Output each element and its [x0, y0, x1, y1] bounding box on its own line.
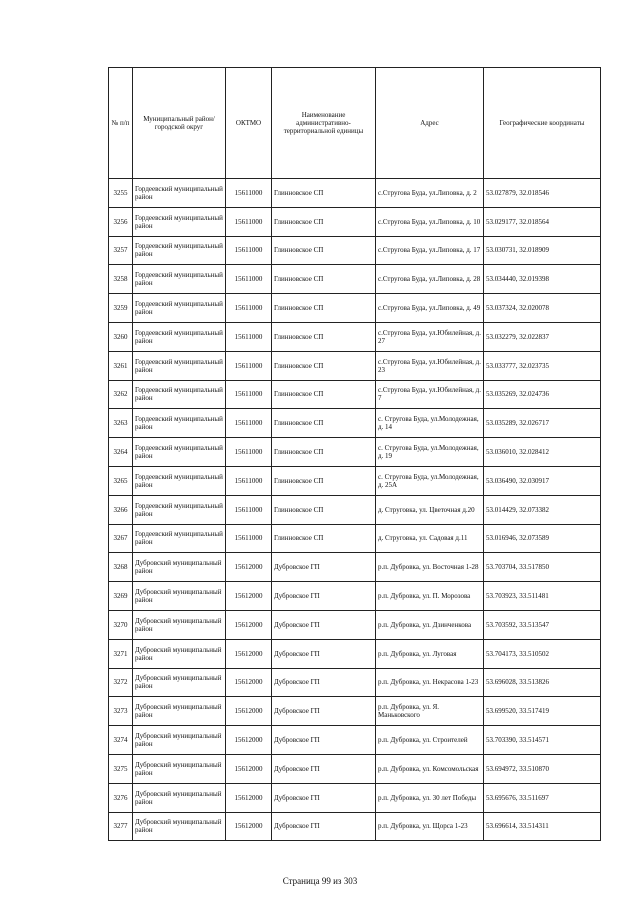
cell-oktmo: 15612000 — [226, 639, 272, 668]
cell-oktmo: 15611000 — [226, 409, 272, 438]
table-row — [109, 179, 601, 208]
cell-num: 3268 — [109, 553, 133, 582]
table-body — [109, 179, 601, 841]
cell-district: Дубровский муниципальный район — [133, 783, 226, 812]
cell-address: р.п. Дубровка, ул. Дзинченкова — [376, 610, 484, 639]
cell-num: 3272 — [109, 668, 133, 697]
cell-address: с.Стругова Буда, ул.Липовка, д. 17 — [376, 236, 484, 265]
table-row — [109, 265, 601, 294]
cell-unit: Глинновское СП — [272, 409, 376, 438]
table-row — [109, 322, 601, 351]
cell-unit: Глинновское СП — [272, 438, 376, 467]
cell-geo: 53.037324, 32.020078 — [484, 294, 601, 323]
table-row — [109, 294, 601, 323]
table-header — [109, 68, 601, 179]
table-row — [109, 610, 601, 639]
cell-district: Гордеевский муниципальный район — [133, 409, 226, 438]
cell-unit: Дубровское ГП — [272, 582, 376, 611]
table-row — [109, 754, 601, 783]
table-row — [109, 466, 601, 495]
table-row — [109, 380, 601, 409]
cell-unit: Дубровское ГП — [272, 812, 376, 841]
cell-oktmo: 15611000 — [226, 495, 272, 524]
cell-num: 3262 — [109, 380, 133, 409]
header-district: Муниципальный район/городской округ — [133, 68, 226, 179]
cell-geo: 53.029177, 32.018564 — [484, 207, 601, 236]
cell-address: с. Стругова Буда, ул.Молодежная, д. 25А — [376, 466, 484, 495]
cell-geo: 53.703390, 33.514571 — [484, 726, 601, 755]
cell-num: 3264 — [109, 438, 133, 467]
table-row — [109, 351, 601, 380]
cell-unit: Глинновское СП — [272, 265, 376, 294]
cell-unit: Дубровское ГП — [272, 668, 376, 697]
cell-unit: Глинновское СП — [272, 294, 376, 323]
cell-num: 3267 — [109, 524, 133, 553]
cell-num: 3270 — [109, 610, 133, 639]
cell-address: с.Стругова Буда, ул.Липовка, д. 10 — [376, 207, 484, 236]
cell-num: 3276 — [109, 783, 133, 812]
cell-num: 3265 — [109, 466, 133, 495]
cell-num: 3273 — [109, 697, 133, 726]
table-row — [109, 726, 601, 755]
cell-geo: 53.030731, 32.018909 — [484, 236, 601, 265]
cell-unit: Дубровское ГП — [272, 553, 376, 582]
cell-unit: Глинновское СП — [272, 179, 376, 208]
cell-address: с.Стругова Буда, ул.Юбилейная, д. 23 — [376, 351, 484, 380]
cell-geo: 53.696028, 33.513826 — [484, 668, 601, 697]
cell-num: 3260 — [109, 322, 133, 351]
table-row — [109, 639, 601, 668]
table-row — [109, 812, 601, 841]
cell-oktmo: 15611000 — [226, 236, 272, 265]
cell-num: 3256 — [109, 207, 133, 236]
cell-address: р.п. Дубровка, ул. Восточная 1-28 — [376, 553, 484, 582]
cell-unit: Глинновское СП — [272, 466, 376, 495]
cell-num: 3263 — [109, 409, 133, 438]
cell-district: Гордеевский муниципальный район — [133, 179, 226, 208]
cell-oktmo: 15612000 — [226, 754, 272, 783]
cell-district: Дубровский муниципальный район — [133, 553, 226, 582]
cell-district: Дубровский муниципальный район — [133, 610, 226, 639]
header-oktmo: ОКТМО — [226, 68, 272, 179]
cell-oktmo: 15612000 — [226, 812, 272, 841]
cell-num: 3275 — [109, 754, 133, 783]
cell-district: Дубровский муниципальный район — [133, 726, 226, 755]
cell-geo: 53.034440, 32.019398 — [484, 265, 601, 294]
table-row — [109, 207, 601, 236]
cell-unit: Глинновское СП — [272, 322, 376, 351]
cell-address: р.п. Дубровка, ул. Щорса 1-23 — [376, 812, 484, 841]
cell-unit: Глинновское СП — [272, 236, 376, 265]
cell-address: с.Стругова Буда, ул.Юбилейная, д. 27 — [376, 322, 484, 351]
cell-oktmo: 15611000 — [226, 466, 272, 495]
header-unit: Наименование административно-территориальной единицы — [272, 68, 376, 179]
cell-address: р.п. Дубровка, ул. Комсомольская — [376, 754, 484, 783]
cell-oktmo: 15612000 — [226, 610, 272, 639]
cell-geo: 53.695676, 33.511697 — [484, 783, 601, 812]
table-row — [109, 553, 601, 582]
cell-geo: 53.703923, 33.511481 — [484, 582, 601, 611]
cell-unit: Дубровское ГП — [272, 783, 376, 812]
cell-num: 3258 — [109, 265, 133, 294]
cell-oktmo: 15612000 — [226, 726, 272, 755]
cell-district: Гордеевский муниципальный район — [133, 495, 226, 524]
cell-geo: 53.036010, 32.028412 — [484, 438, 601, 467]
cell-oktmo: 15611000 — [226, 438, 272, 467]
cell-unit: Глинновское СП — [272, 495, 376, 524]
cell-num: 3274 — [109, 726, 133, 755]
table-row — [109, 438, 601, 467]
table-row — [109, 783, 601, 812]
cell-oktmo: 15611000 — [226, 524, 272, 553]
cell-unit: Дубровское ГП — [272, 726, 376, 755]
cell-unit: Глинновское СП — [272, 380, 376, 409]
cell-address: с.Стругова Буда, ул.Липовка, д. 49 — [376, 294, 484, 323]
cell-oktmo: 15611000 — [226, 380, 272, 409]
table-row — [109, 495, 601, 524]
cell-geo: 53.696614, 33.514311 — [484, 812, 601, 841]
cell-district: Гордеевский муниципальный район — [133, 322, 226, 351]
cell-district: Дубровский муниципальный район — [133, 812, 226, 841]
cell-district: Гордеевский муниципальный район — [133, 294, 226, 323]
cell-oktmo: 15611000 — [226, 351, 272, 380]
cell-num: 3257 — [109, 236, 133, 265]
cell-address: д. Струговка, ул. Садовая д.11 — [376, 524, 484, 553]
cell-oktmo: 15611000 — [226, 207, 272, 236]
cell-geo: 53.014429, 32.073382 — [484, 495, 601, 524]
cell-num: 3266 — [109, 495, 133, 524]
cell-unit: Глинновское СП — [272, 351, 376, 380]
table-row — [109, 582, 601, 611]
header-row — [109, 68, 601, 179]
cell-address: р.п. Дубровка, ул. Некрасова 1-23 — [376, 668, 484, 697]
cell-address: р.п. Дубровка, ул. Луговая — [376, 639, 484, 668]
cell-address: с.Стругова Буда, ул.Юбилейная, д. 7 — [376, 380, 484, 409]
cell-geo: 53.035269, 32.024736 — [484, 380, 601, 409]
cell-unit: Глинновское СП — [272, 207, 376, 236]
cell-oktmo: 15611000 — [226, 294, 272, 323]
cell-geo: 53.035289, 32.026717 — [484, 409, 601, 438]
cell-district: Гордеевский муниципальный район — [133, 466, 226, 495]
table-row — [109, 697, 601, 726]
cell-address: с. Стругова Буда, ул.Молодежная, д. 14 — [376, 409, 484, 438]
cell-geo: 53.036490, 32.030917 — [484, 466, 601, 495]
cell-geo: 53.703704, 33.517850 — [484, 553, 601, 582]
cell-district: Гордеевский муниципальный район — [133, 351, 226, 380]
cell-address: с.Стругова Буда, ул.Липовка, д. 2 — [376, 179, 484, 208]
cell-geo: 53.033777, 32.023735 — [484, 351, 601, 380]
cell-geo: 53.703592, 33.513547 — [484, 610, 601, 639]
cell-district: Дубровский муниципальный район — [133, 639, 226, 668]
cell-district: Дубровский муниципальный район — [133, 582, 226, 611]
table-row — [109, 524, 601, 553]
cell-district: Гордеевский муниципальный район — [133, 380, 226, 409]
cell-unit: Дубровское ГП — [272, 697, 376, 726]
cell-address: р.п. Дубровка, ул. Я. Маньковского — [376, 697, 484, 726]
cell-district: Дубровский муниципальный район — [133, 697, 226, 726]
cell-unit: Дубровское ГП — [272, 639, 376, 668]
cell-address: с.Стругова Буда, ул.Липовка, д. 28 — [376, 265, 484, 294]
cell-oktmo: 15611000 — [226, 265, 272, 294]
cell-address: р.п. Дубровка, ул. Строителей — [376, 726, 484, 755]
cell-district: Дубровский муниципальный район — [133, 668, 226, 697]
cell-geo: 53.032279, 32.022837 — [484, 322, 601, 351]
cell-unit: Дубровское ГП — [272, 754, 376, 783]
cell-num: 3271 — [109, 639, 133, 668]
cell-oktmo: 15612000 — [226, 668, 272, 697]
cell-oktmo: 15612000 — [226, 582, 272, 611]
cell-unit: Глинновское СП — [272, 524, 376, 553]
cell-district: Гордеевский муниципальный район — [133, 236, 226, 265]
header-address: Адрес — [376, 68, 484, 179]
cell-num: 3269 — [109, 582, 133, 611]
coordinates-table — [108, 67, 601, 841]
cell-oktmo: 15611000 — [226, 322, 272, 351]
table-row — [109, 236, 601, 265]
cell-geo: 53.694972, 33.510870 — [484, 754, 601, 783]
cell-geo: 53.016946, 32.073589 — [484, 524, 601, 553]
cell-geo: 53.699520, 33.517419 — [484, 697, 601, 726]
cell-address: р.п. Дубровка, ул. 30 лет Победы — [376, 783, 484, 812]
cell-oktmo: 15612000 — [226, 697, 272, 726]
cell-num: 3255 — [109, 179, 133, 208]
table-row — [109, 668, 601, 697]
cell-oktmo: 15612000 — [226, 783, 272, 812]
cell-oktmo: 15612000 — [226, 553, 272, 582]
table-row — [109, 409, 601, 438]
cell-district: Гордеевский муниципальный район — [133, 438, 226, 467]
cell-district: Дубровский муниципальный район — [133, 754, 226, 783]
cell-num: 3259 — [109, 294, 133, 323]
cell-address: р.п. Дубровка, ул. П. Морозова — [376, 582, 484, 611]
cell-district: Гордеевский муниципальный район — [133, 265, 226, 294]
header-geo: Географические координаты — [484, 68, 601, 179]
cell-oktmo: 15611000 — [226, 179, 272, 208]
page-number: Страница 99 из 303 — [282, 876, 358, 886]
cell-geo: 53.027879, 32.018546 — [484, 179, 601, 208]
cell-geo: 53.704173, 33.510502 — [484, 639, 601, 668]
cell-address: с. Стругова Буда, ул.Молодежная, д. 19 — [376, 438, 484, 467]
cell-num: 3261 — [109, 351, 133, 380]
cell-num: 3277 — [109, 812, 133, 841]
cell-district: Гордеевский муниципальный район — [133, 524, 226, 553]
header-num: № п/п — [109, 68, 133, 179]
cell-district: Гордеевский муниципальный район — [133, 207, 226, 236]
cell-unit: Дубровское ГП — [272, 610, 376, 639]
cell-address: д. Струговка, ул. Цветочная д.20 — [376, 495, 484, 524]
